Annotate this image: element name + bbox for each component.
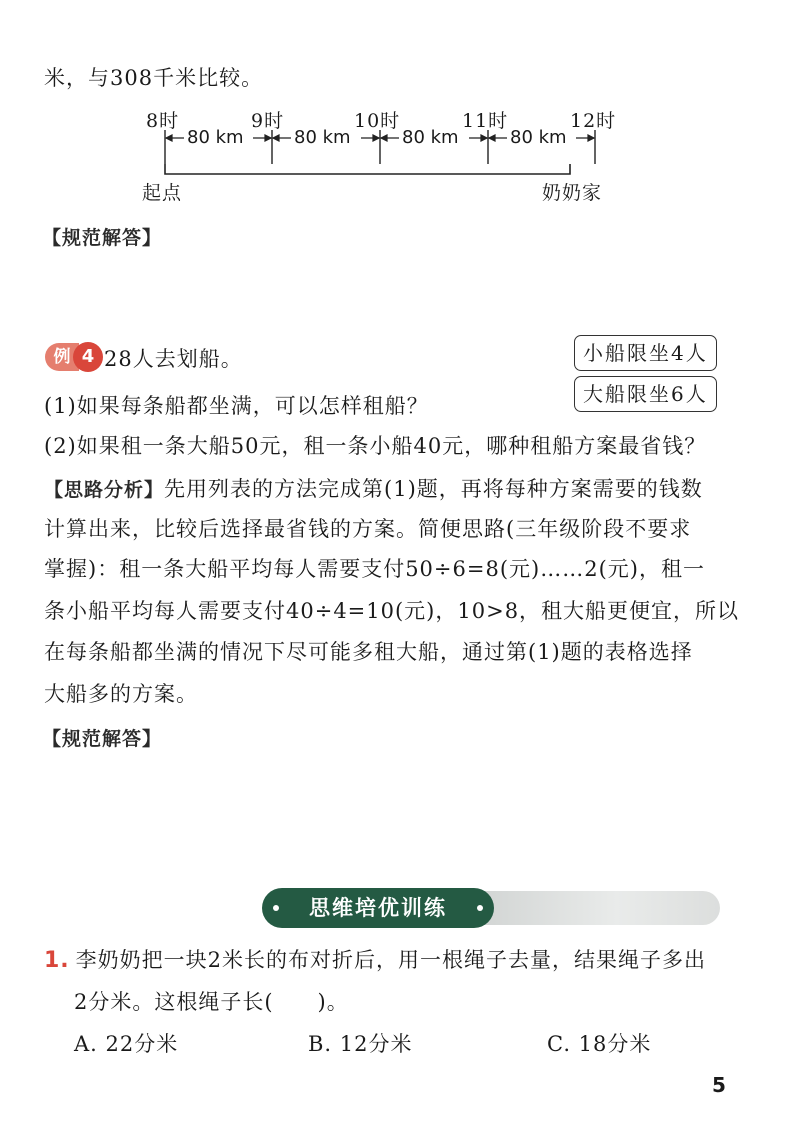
start-label: 起点 (142, 182, 183, 204)
time-label-10: 10时 (354, 110, 401, 132)
analysis-line-5: 在每条船都坐满的情况下尽可能多租大船，通过第(1)题的表格选择 (44, 640, 693, 664)
time-label-9: 9时 (251, 110, 285, 132)
distance-diagram (140, 106, 640, 206)
banner-dot-right (477, 905, 483, 911)
segment-label-2: 80 km (294, 127, 351, 148)
answer-label-2: 【规范解答】 (42, 728, 163, 750)
segment-label-4: 80 km (510, 127, 567, 148)
question-1-line-2: 2分米。这根绳子长( )。 (74, 990, 349, 1014)
example-badge-number: 4 (73, 342, 103, 372)
analysis-line-6: 大船多的方案。 (44, 682, 198, 706)
segment-label-3: 80 km (402, 127, 459, 148)
question-2-text: (2)如果租一条大船50元，租一条小船40元，哪种租船方案最省钱？ (44, 434, 707, 458)
intro-line: 米，与308千米比较。 (44, 66, 264, 90)
section-banner (262, 888, 720, 928)
question-1-text: (1)如果每条船都坐满，可以怎样租船？ (44, 394, 429, 418)
example-title: 28人去划船。 (104, 347, 243, 371)
analysis-line-3: 掌握)：租一条大船平均每人需要支付50÷6=8(元)……2(元)，租一 (44, 557, 705, 581)
option-b: B. 12分米 (308, 1032, 413, 1056)
section-banner-title: 思维培优训练 (262, 888, 494, 928)
small-boat-box: 小船限坐4人 (574, 335, 717, 371)
analysis-line-4: 条小船平均每人需要支付40÷4=10(元)，10>8，租大船更便宜，所以 (44, 599, 740, 623)
analysis-line-1 (44, 473, 703, 503)
time-label-12: 12时 (570, 110, 617, 132)
analysis-text-1: 先用列表的方法完成第(1)题，再将每种方案需要的钱数 (164, 477, 703, 501)
question-1-line-1 (44, 944, 706, 974)
end-label: 奶奶家 (542, 182, 603, 204)
analysis-line-2: 计算出来，比较后选择最省钱的方案。简便思路(三年级阶段不要求 (44, 517, 692, 541)
banner-dot-left (273, 905, 279, 911)
question-1-stem-1: 李奶奶把一块2米长的布对折后，用一根绳子去量，结果绳子多出 (75, 948, 707, 972)
time-label-11: 11时 (462, 110, 509, 132)
time-label-8: 8时 (146, 110, 180, 132)
analysis-label: 【思路分析】 (44, 479, 165, 501)
answer-label-1: 【规范解答】 (42, 227, 163, 249)
total-bracket (165, 164, 570, 174)
question-number: 1. (44, 948, 70, 973)
large-boat-box: 大船限坐6人 (574, 376, 717, 412)
segment-label-1: 80 km (187, 127, 244, 148)
example-badge-text: 例 (45, 343, 79, 371)
banner-tail (462, 891, 720, 925)
option-a: A. 22分米 (74, 1032, 179, 1056)
page-number: 5 (712, 1073, 726, 1097)
option-c: C. 18分米 (547, 1032, 652, 1056)
